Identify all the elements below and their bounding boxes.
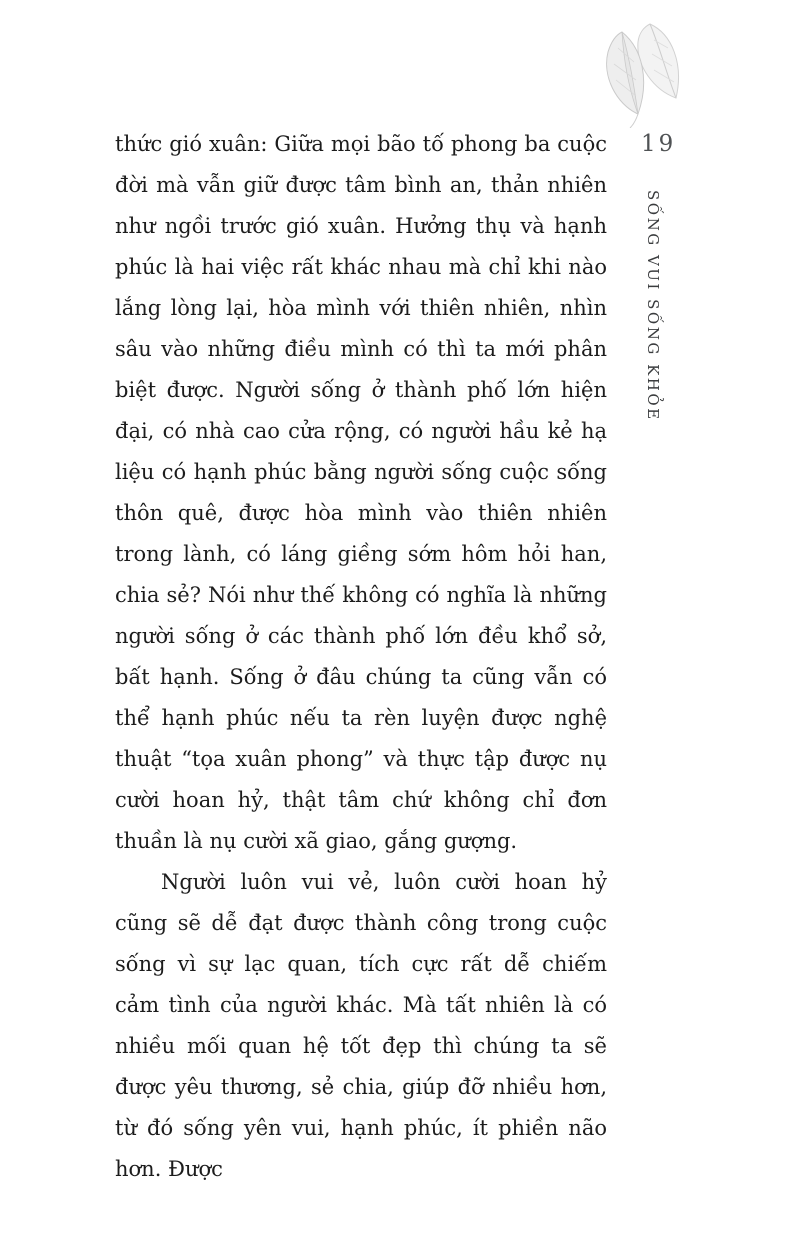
running-title: SỐNG VUI SỐNG KHỎE <box>644 190 662 422</box>
paragraph: Người luôn vui vẻ, luôn cười hoan hỷ cũng sẽ dễ đạt được thành công trong cuộc sống vì sự lạc quan, tích cực rất dễ chiếm cảm tình của người khác. Mà tất nhiên là có nhiều mối quan hệ tốt đẹp thì chúng ta sẽ được yêu thương, sẻ chia, giúp đỡ nhiều hơn, từ đó sống yên vui, hạnh phúc, ít phiền não hơn. Được <box>115 870 607 1181</box>
paragraph: thức gió xuân: Giữa mọi bão tố phong ba cuộc đời mà vẫn giữ được tâm bình an, thản nhiên như ngồi trước gió xuân. Hưởng thụ và hạnh phúc là hai việc rất khác nhau mà chỉ khi nào lắng lòng lại, hòa mình với thiên nhiên, nhìn sâu vào những điều mình có thì ta mới phân biệt được. Người sống ở thành phố lớn hiện đại, có nhà cao cửa rộng, có người hầu kẻ hạ liệu có hạnh phúc bằng người sống cuộc sống thôn quê, được hòa mình vào thiên nhiên trong lành, có láng giềng sớm hôm hỏi han, chia sẻ? Nói như thế không có nghĩa là những người sống ở các thành phố lớn đều khổ sở, bất hạnh. Sống ở đâu chúng ta cũng vẫn có thể hạnh phúc nếu ta rèn luyện được nghệ thuật “tọa xuân phong” và thực tập được nụ cười hoan hỷ, thật tâm chứ không chỉ đơn thuần là nụ cười xã giao, gắng gượng. <box>115 132 607 853</box>
leaf-decoration-icon <box>578 18 708 128</box>
body-text <box>115 124 607 1190</box>
page-number: 19 <box>641 131 677 157</box>
